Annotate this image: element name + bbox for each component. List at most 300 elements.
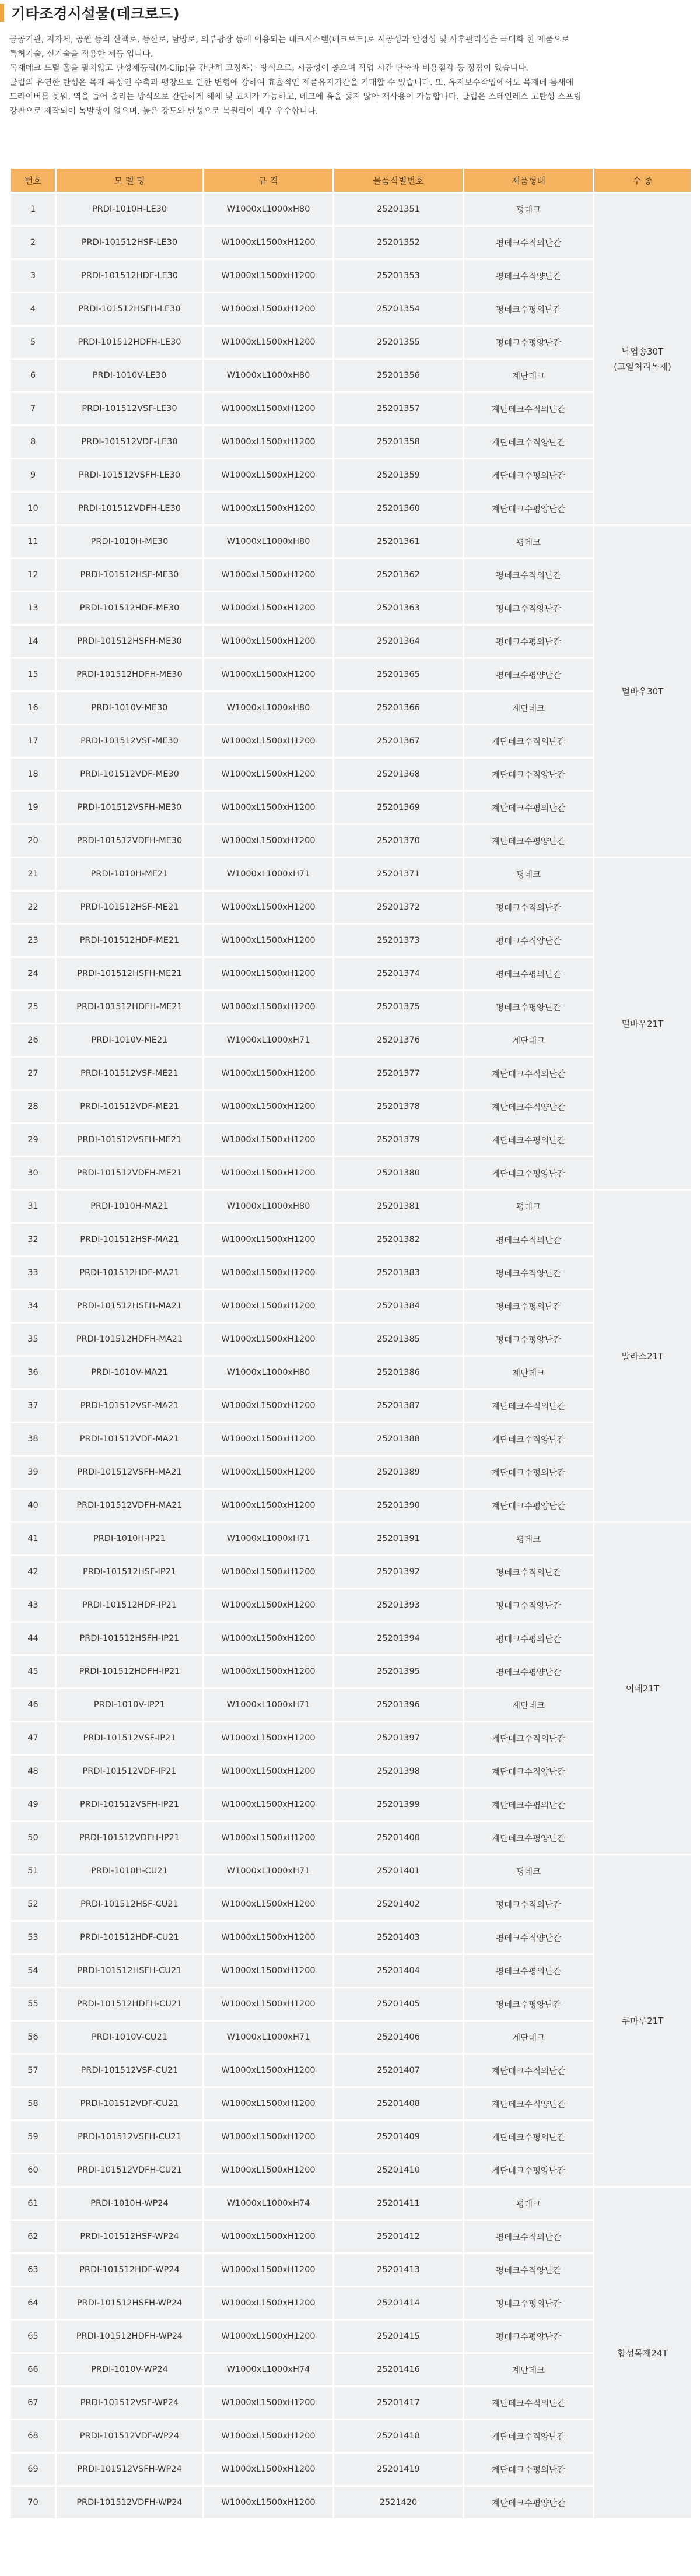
cell-size: W1000xL1500xH1200 — [204, 2055, 332, 2086]
cell-number: 55 — [11, 1988, 55, 2020]
table-row — [11, 1822, 691, 1854]
table-row — [11, 360, 691, 391]
cell-number: 6 — [11, 360, 55, 391]
table-row — [11, 1722, 691, 1754]
cell-model: PRDI-101512VDF-WP24 — [57, 2420, 202, 2452]
cell-type: 평데크 — [464, 194, 593, 225]
cell-size: W1000xL1500xH1200 — [204, 1589, 332, 1621]
cell-size: W1000xL1500xH1200 — [204, 1124, 332, 1156]
table-row — [11, 2287, 691, 2319]
cell-type: 평데크수평양난간 — [464, 327, 593, 358]
cell-number: 60 — [11, 2154, 55, 2186]
cell-size: W1000xL1500xH1200 — [204, 1390, 332, 1422]
cell-item-id: 25201393 — [334, 1589, 463, 1621]
cell-type: 계단데크수평외난간 — [464, 459, 593, 491]
cell-number: 31 — [11, 1191, 55, 1222]
cell-item-id: 25201353 — [334, 260, 463, 292]
table-row — [11, 1058, 691, 1089]
cell-size: W1000xL1000xH74 — [204, 2188, 332, 2219]
cell-number: 5 — [11, 327, 55, 358]
cell-number: 30 — [11, 1157, 55, 1189]
col-header-size: 규 격 — [204, 169, 332, 192]
cell-type: 계단데크수직외난간 — [464, 1058, 593, 1089]
cell-number: 33 — [11, 1257, 55, 1289]
col-header-type: 제품형태 — [464, 169, 593, 192]
cell-type: 평데크수직양난간 — [464, 592, 593, 624]
species-label: (고열처리목재) — [614, 361, 671, 372]
table-row — [11, 493, 691, 524]
cell-model: PRDI-101512VDF-LE30 — [57, 426, 202, 458]
cell-model: PRDI-101512VSFH-ME21 — [57, 1124, 202, 1156]
cell-item-id: 25201355 — [334, 327, 463, 358]
cell-item-id: 25201417 — [334, 2387, 463, 2419]
page-title: 기타조경시설물(데크로드) — [11, 5, 180, 22]
cell-size: W1000xL1500xH1200 — [204, 1457, 332, 1488]
cell-item-id: 2521420 — [334, 2487, 463, 2518]
cell-number: 47 — [11, 1722, 55, 1754]
cell-item-id: 25201414 — [334, 2287, 463, 2319]
cell-number: 61 — [11, 2188, 55, 2219]
cell-size: W1000xL1000xH80 — [204, 194, 332, 225]
table-row — [11, 1756, 691, 1787]
cell-model: PRDI-101512VDFH-ME30 — [57, 825, 202, 857]
cell-number: 35 — [11, 1324, 55, 1355]
cell-model: PRDI-101512VDF-ME30 — [57, 759, 202, 790]
cell-number: 2 — [11, 227, 55, 258]
cell-type: 계단데크수직외난간 — [464, 2055, 593, 2086]
cell-type: 평데크수직외난간 — [464, 1889, 593, 1920]
cell-size: W1000xL1000xH80 — [204, 692, 332, 724]
table-row — [11, 1024, 691, 1056]
cell-item-id: 25201361 — [334, 526, 463, 557]
cell-species — [594, 1523, 691, 1854]
cell-size: W1000xL1500xH1200 — [204, 1324, 332, 1355]
cell-item-id: 25201387 — [334, 1390, 463, 1422]
cell-type: 평데크수직외난간 — [464, 1224, 593, 1255]
cell-item-id: 25201415 — [334, 2321, 463, 2352]
cell-type: 평데크수평외난간 — [464, 1290, 593, 1322]
cell-number: 9 — [11, 459, 55, 491]
cell-type: 계단데크 — [464, 360, 593, 391]
table-row — [11, 1423, 691, 1455]
cell-model: PRDI-101512VDFH-MA21 — [57, 1490, 202, 1521]
cell-model: PRDI-101512VSFH-ME30 — [57, 792, 202, 823]
title-bar — [0, 0, 700, 26]
cell-model: PRDI-101512HSF-WP24 — [57, 2221, 202, 2252]
cell-item-id: 25201383 — [334, 1257, 463, 1289]
table-row — [11, 592, 691, 624]
cell-type: 평데크수직양난간 — [464, 260, 593, 292]
cell-model: PRDI-101512HDF-WP24 — [57, 2254, 202, 2286]
cell-model: PRDI-101512HSF-ME21 — [57, 892, 202, 923]
cell-size: W1000xL1500xH1200 — [204, 1955, 332, 1987]
cell-number: 65 — [11, 2321, 55, 2352]
cell-number: 56 — [11, 2022, 55, 2053]
cell-number: 23 — [11, 925, 55, 956]
cell-size: W1000xL1500xH1200 — [204, 1922, 332, 1953]
cell-model: PRDI-1010V-IP21 — [57, 1689, 202, 1721]
table-row — [11, 1623, 691, 1654]
cell-item-id: 25201360 — [334, 493, 463, 524]
cell-model: PRDI-101512VDFH-LE30 — [57, 493, 202, 524]
intro-line: 특허기술, 신기술을 적용한 제품 입니다. — [9, 49, 153, 59]
cell-type: 계단데크수직외난간 — [464, 1722, 593, 1754]
cell-size: W1000xL1500xH1200 — [204, 459, 332, 491]
table-row — [11, 1689, 691, 1721]
cell-number: 52 — [11, 1889, 55, 1920]
cell-item-id: 25201389 — [334, 1457, 463, 1488]
cell-type: 계단데크 — [464, 1689, 593, 1721]
cell-model: PRDI-101512HDF-ME30 — [57, 592, 202, 624]
cell-size: W1000xL1500xH1200 — [204, 426, 332, 458]
cell-type: 평데크수직외난간 — [464, 892, 593, 923]
cell-type: 평데크수평양난간 — [464, 2321, 593, 2352]
cell-species — [594, 194, 691, 524]
cell-model: PRDI-101512VSF-WP24 — [57, 2387, 202, 2419]
cell-size: W1000xL1500xH1200 — [204, 2487, 332, 2518]
species-label: 이페21T — [625, 1683, 660, 1694]
cell-type: 계단데크수평외난간 — [464, 1457, 593, 1488]
cell-size: W1000xL1500xH1200 — [204, 2454, 332, 2485]
cell-item-id: 25201397 — [334, 1722, 463, 1754]
table-row — [11, 925, 691, 956]
cell-number: 15 — [11, 659, 55, 690]
cell-type: 계단데크수직외난간 — [464, 1390, 593, 1422]
cell-type: 계단데크 — [464, 1357, 593, 1388]
cell-item-id: 25201364 — [334, 626, 463, 657]
cell-number: 58 — [11, 2088, 55, 2119]
cell-item-id: 25201371 — [334, 858, 463, 890]
cell-type: 평데크 — [464, 1855, 593, 1887]
cell-model: PRDI-101512VSF-LE30 — [57, 393, 202, 424]
col-header-species: 수 종 — [594, 169, 691, 192]
cell-model: PRDI-101512HDFH-CU21 — [57, 1988, 202, 2020]
cell-model: PRDI-1010H-ME21 — [57, 858, 202, 890]
cell-type: 계단데크수직양난간 — [464, 426, 593, 458]
cell-item-id: 25201419 — [334, 2454, 463, 2485]
cell-item-id: 25201359 — [334, 459, 463, 491]
cell-item-id: 25201374 — [334, 958, 463, 989]
table-row — [11, 1091, 691, 1122]
cell-model: PRDI-101512HSF-IP21 — [57, 1556, 202, 1588]
cell-model: PRDI-101512HDF-ME21 — [57, 925, 202, 956]
cell-model: PRDI-101512HDF-LE30 — [57, 260, 202, 292]
species-label: 말라스21T — [621, 1350, 664, 1361]
table-row — [11, 1224, 691, 1255]
table-row — [11, 1390, 691, 1422]
cell-model: PRDI-101512VSF-IP21 — [57, 1722, 202, 1754]
cell-model: PRDI-101512HDFH-WP24 — [57, 2321, 202, 2352]
cell-number: 14 — [11, 626, 55, 657]
cell-item-id: 25201356 — [334, 360, 463, 391]
cell-species — [594, 1191, 691, 1521]
cell-type: 계단데크수평외난간 — [464, 1789, 593, 1820]
cell-item-id: 25201376 — [334, 1024, 463, 1056]
cell-size: W1000xL1000xH71 — [204, 2022, 332, 2053]
cell-model: PRDI-1010H-MA21 — [57, 1191, 202, 1222]
cell-model: PRDI-101512HSFH-ME21 — [57, 958, 202, 989]
cell-type: 계단데크 — [464, 2354, 593, 2385]
cell-model: PRDI-1010V-CU21 — [57, 2022, 202, 2053]
cell-type: 평데크수평양난간 — [464, 1656, 593, 1687]
cell-size: W1000xL1000xH80 — [204, 526, 332, 557]
cell-model: PRDI-1010H-IP21 — [57, 1523, 202, 1554]
table-row — [11, 260, 691, 292]
cell-type: 계단데크수평양난간 — [464, 2487, 593, 2518]
cell-size: W1000xL1500xH1200 — [204, 592, 332, 624]
cell-item-id: 25201402 — [334, 1889, 463, 1920]
table-row — [11, 2188, 691, 2219]
cell-model: PRDI-101512VDFH-CU21 — [57, 2154, 202, 2186]
cell-model: PRDI-101512HSFH-CU21 — [57, 1955, 202, 1987]
table-row — [11, 1523, 691, 1554]
species-label: 멀바우30T — [621, 686, 664, 697]
table-row — [11, 958, 691, 989]
cell-model: PRDI-101512HDF-IP21 — [57, 1589, 202, 1621]
cell-type: 평데크수직양난간 — [464, 1257, 593, 1289]
cell-number: 36 — [11, 1357, 55, 1388]
cell-number: 48 — [11, 1756, 55, 1787]
cell-type: 평데크수직양난간 — [464, 2254, 593, 2286]
cell-item-id: 25201395 — [334, 1656, 463, 1687]
table-row — [11, 393, 691, 424]
cell-item-id: 25201382 — [334, 1224, 463, 1255]
table-row — [11, 1257, 691, 1289]
cell-type: 계단데크 — [464, 2022, 593, 2053]
cell-type: 평데크수평양난간 — [464, 1988, 593, 2020]
cell-model: PRDI-101512VSFH-LE30 — [57, 459, 202, 491]
cell-model: PRDI-101512HSFH-WP24 — [57, 2287, 202, 2319]
table-row — [11, 2487, 691, 2518]
table-row — [11, 759, 691, 790]
cell-number: 11 — [11, 526, 55, 557]
table-row — [11, 459, 691, 491]
col-header-model: 모 델 명 — [57, 169, 202, 192]
cell-number: 12 — [11, 559, 55, 591]
cell-item-id: 25201370 — [334, 825, 463, 857]
cell-size: W1000xL1000xH71 — [204, 1855, 332, 1887]
cell-number: 70 — [11, 2487, 55, 2518]
product-spec-table — [9, 167, 692, 2520]
cell-type: 평데크수평양난간 — [464, 1324, 593, 1355]
cell-item-id: 25201378 — [334, 1091, 463, 1122]
cell-size: W1000xL1500xH1200 — [204, 393, 332, 424]
cell-number: 28 — [11, 1091, 55, 1122]
species-label: 합성목재24T — [617, 2347, 668, 2359]
intro-line: 드라이버를 꽂워, 역을 들어 올리는 방식으로 간단하게 해체 및 교체가 가능하고, 데크에 홀을 뚫지 않아 재사용이 가능합니다. 클립은 스테인레스 고탄성 스프링 — [9, 92, 582, 101]
cell-type: 평데크수직외난간 — [464, 227, 593, 258]
cell-number: 16 — [11, 692, 55, 724]
cell-model: PRDI-101512VDF-ME21 — [57, 1091, 202, 1122]
table-row — [11, 2420, 691, 2452]
cell-item-id: 25201352 — [334, 227, 463, 258]
cell-size: W1000xL1500xH1200 — [204, 2088, 332, 2119]
cell-type: 평데크 — [464, 2188, 593, 2219]
cell-species — [594, 2188, 691, 2518]
cell-type: 평데크수평양난간 — [464, 991, 593, 1023]
cell-type: 평데크수평외난간 — [464, 293, 593, 325]
cell-model: PRDI-101512HDFH-IP21 — [57, 1656, 202, 1687]
cell-model: PRDI-101512HSFH-LE30 — [57, 293, 202, 325]
cell-type: 계단데크수직양난간 — [464, 1756, 593, 1787]
table-row — [11, 227, 691, 258]
table-row — [11, 1789, 691, 1820]
cell-model: PRDI-101512VSF-CU21 — [57, 2055, 202, 2086]
cell-item-id: 25201363 — [334, 592, 463, 624]
cell-type: 평데크수평외난간 — [464, 626, 593, 657]
cell-item-id: 25201412 — [334, 2221, 463, 2252]
cell-number: 22 — [11, 892, 55, 923]
table-body — [11, 194, 691, 2518]
cell-model: PRDI-1010H-WP24 — [57, 2188, 202, 2219]
cell-type: 평데크수직양난간 — [464, 1589, 593, 1621]
cell-model: PRDI-101512HDFH-LE30 — [57, 327, 202, 358]
cell-item-id: 25201358 — [334, 426, 463, 458]
cell-type: 평데크수직외난간 — [464, 1556, 593, 1588]
cell-number: 27 — [11, 1058, 55, 1089]
cell-type: 계단데크수직양난간 — [464, 1423, 593, 1455]
cell-size: W1000xL1000xH71 — [204, 1024, 332, 1056]
cell-model: PRDI-1010H-CU21 — [57, 1855, 202, 1887]
cell-model: PRDI-101512HSF-MA21 — [57, 1224, 202, 1255]
cell-item-id: 25201375 — [334, 991, 463, 1023]
cell-size: W1000xL1500xH1200 — [204, 626, 332, 657]
cell-item-id: 25201406 — [334, 2022, 463, 2053]
cell-type: 평데크수평외난간 — [464, 2287, 593, 2319]
cell-size: W1000xL1500xH1200 — [204, 725, 332, 757]
intro-line: 공공기관, 지자체, 공원 등의 산책로, 등산로, 탐방로, 외부광장 등에 이용되는 데크시스템(데크로드)로 시공성과 안정성 및 사후관리성을 극대화 한 제품으로 — [9, 35, 570, 44]
table-row — [11, 626, 691, 657]
cell-number: 43 — [11, 1589, 55, 1621]
cell-number: 50 — [11, 1822, 55, 1854]
table-row — [11, 194, 691, 225]
cell-type: 평데크수직양난간 — [464, 925, 593, 956]
table-row — [11, 1290, 691, 1322]
cell-model: PRDI-101512HDF-CU21 — [57, 1922, 202, 1953]
cell-item-id: 25201385 — [334, 1324, 463, 1355]
cell-item-id: 25201410 — [334, 2154, 463, 2186]
cell-number: 29 — [11, 1124, 55, 1156]
table-row — [11, 2121, 691, 2153]
cell-type: 계단데크수평양난간 — [464, 2154, 593, 2186]
table-header-row — [11, 169, 691, 192]
cell-type: 평데크 — [464, 526, 593, 557]
cell-number: 34 — [11, 1290, 55, 1322]
table-row — [11, 2154, 691, 2186]
cell-type: 평데크수평외난간 — [464, 1955, 593, 1987]
cell-number: 20 — [11, 825, 55, 857]
cell-size: W1000xL1500xH1200 — [204, 1257, 332, 1289]
cell-type: 평데크수직외난간 — [464, 2221, 593, 2252]
cell-model: PRDI-101512HSF-LE30 — [57, 227, 202, 258]
cell-item-id: 25201405 — [334, 1988, 463, 2020]
cell-size: W1000xL1500xH1200 — [204, 1091, 332, 1122]
cell-model: PRDI-101512VDF-MA21 — [57, 1423, 202, 1455]
species-label: 쿠마루21T — [621, 2015, 664, 2026]
cell-number: 54 — [11, 1955, 55, 1987]
intro-line: 목재데크 드릴 홀을 필치않고 탄성제품립(M-Clip)을 간단히 고정하는 방식으로, 시공성이 좋으며 작업 시간 단축과 비용절감 등 장점이 있습니다. — [9, 64, 529, 73]
cell-item-id: 25201411 — [334, 2188, 463, 2219]
table-row — [11, 1922, 691, 1953]
cell-item-id: 25201398 — [334, 1756, 463, 1787]
cell-size: W1000xL1500xH1200 — [204, 1722, 332, 1754]
table-row — [11, 2088, 691, 2119]
cell-size: W1000xL1500xH1200 — [204, 1556, 332, 1588]
cell-type: 계단데크 — [464, 692, 593, 724]
cell-size: W1000xL1500xH1200 — [204, 1224, 332, 1255]
cell-size: W1000xL1500xH1200 — [204, 991, 332, 1023]
cell-model: PRDI-101512HDF-MA21 — [57, 1257, 202, 1289]
cell-number: 19 — [11, 792, 55, 823]
cell-item-id: 25201354 — [334, 293, 463, 325]
cell-number: 66 — [11, 2354, 55, 2385]
cell-model: PRDI-101512VSF-ME21 — [57, 1058, 202, 1089]
cell-type: 계단데크수평양난간 — [464, 1822, 593, 1854]
cell-size: W1000xL1000xH71 — [204, 1523, 332, 1554]
cell-item-id: 25201408 — [334, 2088, 463, 2119]
cell-model: PRDI-1010H-LE30 — [57, 194, 202, 225]
table-row — [11, 1988, 691, 2020]
table-row — [11, 2221, 691, 2252]
cell-size: W1000xL1500xH1200 — [204, 1423, 332, 1455]
cell-type: 계단데크수직외난간 — [464, 393, 593, 424]
intro-text — [9, 33, 691, 118]
cell-model: PRDI-101512VSFH-CU21 — [57, 2121, 202, 2153]
cell-model: PRDI-1010V-WP24 — [57, 2354, 202, 2385]
table-row — [11, 2321, 691, 2352]
cell-size: W1000xL1000xH80 — [204, 1357, 332, 1388]
cell-number: 7 — [11, 393, 55, 424]
cell-size: W1000xL1500xH1200 — [204, 2254, 332, 2286]
col-header-item-id: 물품식별번호 — [334, 169, 463, 192]
cell-type: 계단데크수직양난간 — [464, 759, 593, 790]
col-header-number: 번호 — [11, 169, 55, 192]
table-row — [11, 692, 691, 724]
cell-type: 계단데크수평양난간 — [464, 825, 593, 857]
table-row — [11, 1324, 691, 1355]
cell-model: PRDI-101512HDFH-ME21 — [57, 991, 202, 1023]
cell-model: PRDI-1010V-MA21 — [57, 1357, 202, 1388]
cell-type: 계단데크수직외난간 — [464, 2387, 593, 2419]
cell-number: 53 — [11, 1922, 55, 1953]
cell-size: W1000xL1500xH1200 — [204, 659, 332, 690]
cell-item-id: 25201362 — [334, 559, 463, 591]
cell-size: W1000xL1500xH1200 — [204, 293, 332, 325]
cell-number: 59 — [11, 2121, 55, 2153]
table-row — [11, 1490, 691, 1521]
cell-item-id: 25201388 — [334, 1423, 463, 1455]
cell-item-id: 25201399 — [334, 1789, 463, 1820]
cell-size: W1000xL1500xH1200 — [204, 2321, 332, 2352]
cell-model: PRDI-1010V-ME21 — [57, 1024, 202, 1056]
cell-type: 계단데크수평외난간 — [464, 1124, 593, 1156]
intro-line: 클립의 유연한 탄성은 목재 특성인 수축과 팽창으로 인한 변형에 강하여 효율적인 제품유지기간을 기대할 수 있습니다. 또, 유지보수작업에서도 목재데 틈새에 — [9, 78, 574, 87]
cell-model: PRDI-101512HSFH-IP21 — [57, 1623, 202, 1654]
cell-number: 67 — [11, 2387, 55, 2419]
title-accent-bar — [0, 4, 4, 22]
cell-model: PRDI-101512VSF-MA21 — [57, 1390, 202, 1422]
cell-number: 4 — [11, 293, 55, 325]
cell-number: 69 — [11, 2454, 55, 2485]
cell-type: 평데크 — [464, 1191, 593, 1222]
table-row — [11, 2387, 691, 2419]
cell-type: 평데크수평외난간 — [464, 1623, 593, 1654]
cell-size: W1000xL1500xH1200 — [204, 2387, 332, 2419]
cell-type: 평데크 — [464, 858, 593, 890]
cell-type: 계단데크수평외난간 — [464, 792, 593, 823]
cell-item-id: 25201365 — [334, 659, 463, 690]
cell-size: W1000xL1000xH80 — [204, 360, 332, 391]
